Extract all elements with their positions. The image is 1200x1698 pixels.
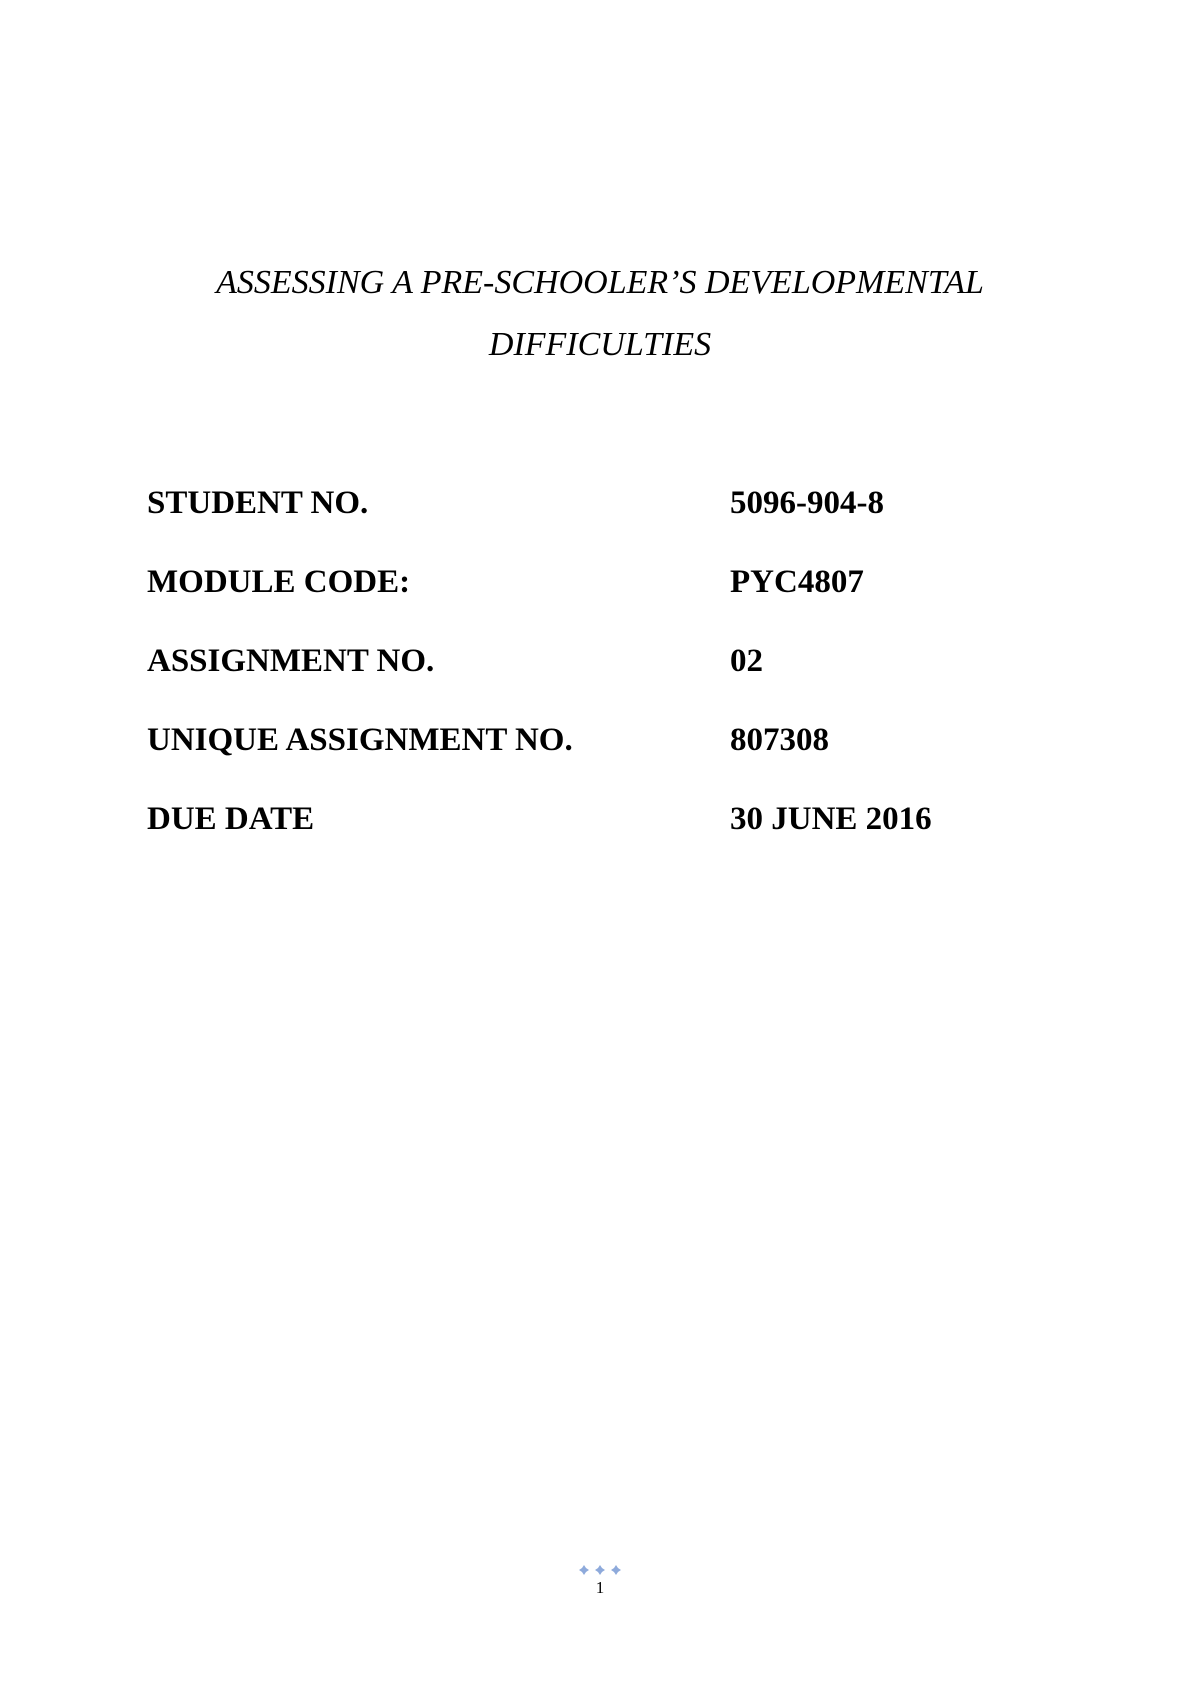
info-value: PYC4807 [730,564,864,600]
page-number: 1 [595,1578,605,1597]
ornament-dot-icon [579,1565,589,1575]
info-label: DUE DATE [147,801,315,837]
info-row-unique-assignment-no [147,724,1047,803]
document-title-line-2: DIFFICULTIES [488,326,712,363]
three-dot-ornament-icon [579,1565,621,1575]
info-value: 02 [730,643,763,679]
info-label: ASSIGNMENT NO. [147,643,435,679]
info-value: 807308 [730,722,829,758]
info-label: STUDENT NO. [147,485,369,521]
info-label: UNIQUE ASSIGNMENT NO. [147,722,573,758]
page-footer [0,1562,1200,1598]
ornament-dot-icon [611,1565,621,1575]
info-value: 5096-904-8 [730,485,884,521]
info-label: MODULE CODE: [147,564,411,600]
student-info-table [147,487,1047,882]
ornament-dot-icon [595,1565,605,1575]
info-row-assignment-no [147,645,1047,724]
info-row-module-code [147,566,1047,645]
info-row-student-no [147,487,1047,566]
info-value: 30 JUNE 2016 [730,801,932,837]
info-row-due-date [147,803,1047,882]
document-title-line-1: ASSESSING A PRE-SCHOOLER’S DEVELOPMENTAL [216,264,984,301]
